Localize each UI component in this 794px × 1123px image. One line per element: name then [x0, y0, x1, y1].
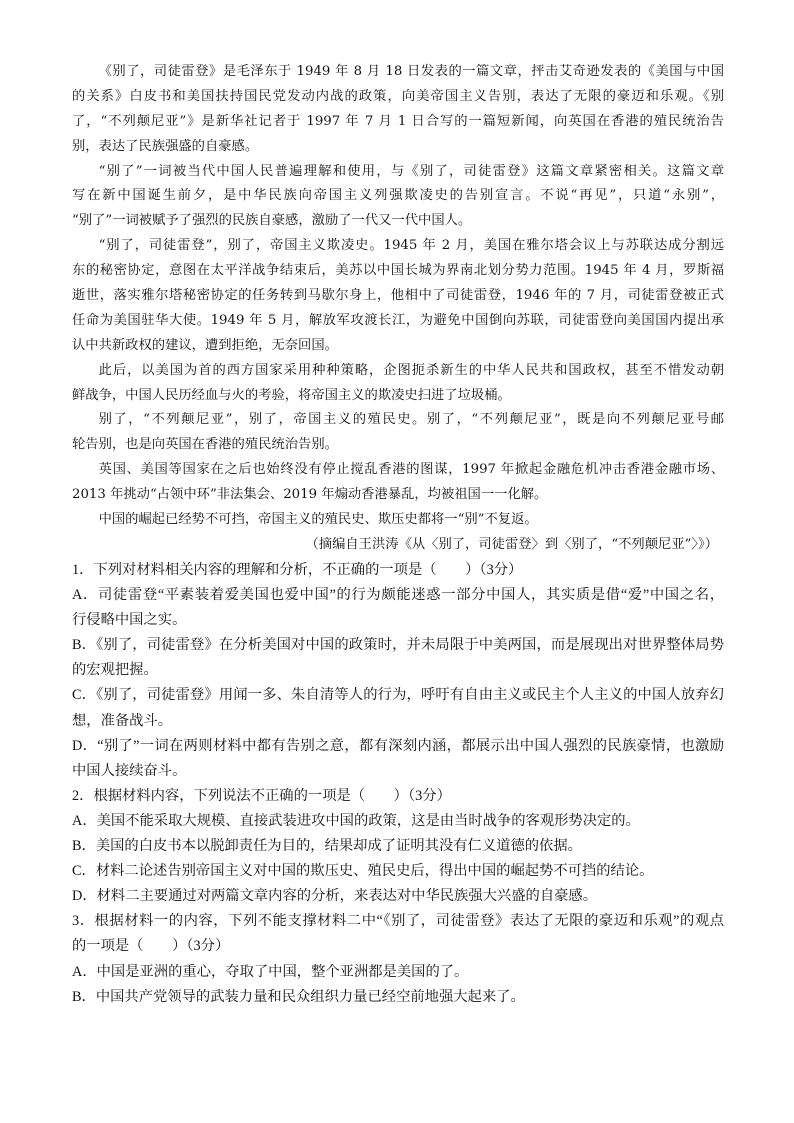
passage-line: 任命为美国驻华大使。1949 年 5 月，解放军攻渡长江，为避免中国倒向苏联，司徒雷登向美国国内提出承 — [72, 312, 724, 328]
source-citation: （摘编自王洪涛《从〈别了，司徒雷登〉到〈别了，“不列颠尼亚”〉》） — [305, 536, 718, 552]
passage-line: 此后，以美国为首的西方国家采用种种策略，企图扼杀新生的中华人民共和国政权，甚至不惜发动朝 — [98, 362, 724, 378]
passage-line: 东的秘密协定，意图在太平洋战争结束后，美苏以中国长城为界南北划分势力范围。1945 年 4 月，罗斯福 — [72, 263, 724, 279]
option-a-cont: 行侵略中国之实。 — [72, 612, 187, 629]
passage-line: “别了”一词被赋予了强烈的民族自豪感，激励了一代又一代中国人。 — [72, 213, 472, 229]
question-stem-cont: 的一项是（ ）（3分） — [72, 938, 230, 955]
option-d: D．“别了”一词在两则材料中都有告别之意，都有深刻内涵，都展示出中国人强烈的民族豪情，也激励 — [72, 737, 724, 754]
passage-line: 的关系》白皮书和美国扶持国民党发动内战的政策，向美帝国主义告别，表达了无限的豪迈和乐观。《别 — [72, 88, 724, 104]
reading-passage — [72, 60, 724, 558]
option-b: B．中国共产党领导的武装力量和民众组织力量已经空前地强大起来了。 — [72, 988, 525, 1005]
passage-line: 英国、美国等国家在之后也始终没有停止搅乱香港的图谋，1997 年掀起金融危机冲击香港金融市场、 — [98, 462, 724, 478]
paragraph-1 — [72, 60, 724, 160]
option-c: C．材料二论述告别帝国主义对中国的欺压史、殖民史后，得出中国的崛起势不可挡的结论。 — [72, 863, 654, 880]
question-stem: 3．根据材料一的内容，下列不能支撑材料二中“《别了，司徒雷登》表达了无限的豪迈和乐观”的观点 — [72, 913, 724, 930]
question-2 — [72, 784, 724, 909]
question-stem: 1．下列对材料相关内容的理解和分析，不正确的一项是（ ）（3分） — [72, 562, 523, 578]
paragraph-7 — [72, 508, 724, 533]
passage-line: 别了，“不列颠尼亚”，别了，帝国主义的殖民史。别了，“不列颠尼亚”，既是向不列颠尼亚号邮 — [98, 412, 724, 428]
passage-line: 中国的崛起已经势不可挡，帝国主义的殖民史、欺压史都将一“别”不复返。 — [98, 512, 538, 528]
passage-line: 逝世，落实雅尔塔秘密协定的任务转到马歇尔身上，他相中了司徒雷登，1946 年的 7 月，司徒雷登被正式 — [72, 288, 724, 304]
paragraph-3 — [72, 234, 724, 358]
passage-line: 《别了，司徒雷登》是毛泽东于 1949 年 8 月 18 日发表的一篇文章，抨击艾奇逊发表的《美国与中国 — [98, 64, 724, 79]
option-b-cont: 的宏观把握。 — [72, 662, 158, 679]
option-c: C．《别了，司徒雷登》用闻一多、朱自清等人的行为，呼吁有自由主义或民主个人主义的中国人放弃幻 — [72, 687, 724, 704]
option-c-cont: 想，准备战斗。 — [72, 712, 173, 729]
option-a: A．中国是亚洲的重心，夺取了中国，整个亚洲都是美国的了。 — [72, 963, 469, 980]
paragraph-6 — [72, 458, 724, 508]
passage-line: 了，“不列颠尼亚”》是新华社记者于 1997 年 7 月 1 日合写的一篇短新闻，向英国在香港的殖民统治告 — [72, 113, 724, 129]
paragraph-2 — [72, 160, 724, 235]
option-a: A．美国不能采取大规模、直接武装进攻中国的政策，这是由当时战争的客观形势决定的。 — [72, 812, 640, 829]
paragraph-5 — [72, 408, 724, 458]
passage-line: 2013 年挑动“占领中环”非法集会、2019 年煽动香港暴乱，均被祖国一一化解。 — [72, 487, 548, 503]
passage-line: 轮告别，也是向英国在香港的殖民统治告别。 — [72, 437, 338, 453]
option-a: A．司徒雷登“平素装着爱美国也爱中国”的行为颇能迷惑一部分中国人，其实质是借“爱”中国之名， — [72, 587, 724, 604]
question-stem: 2．根据材料内容，下列说法不正确的一项是（ ）（3分） — [72, 787, 451, 804]
option-d-cont: 中国人接续奋斗。 — [72, 762, 187, 779]
option-b: B．《别了，司徒雷登》在分析美国对中国的政策时，并未局限于中美两国，而是展现出对世界整体局势 — [72, 637, 724, 654]
passage-line: 写在新中国诞生前夕，是中华民族向帝国主义列强欺凌史的告别宣言。不说“再见”，只道“永别”， — [72, 188, 724, 204]
option-b: B．美国的白皮书本以脱卸责任为目的，结果却成了证明其没有仁义道德的依据。 — [72, 838, 582, 855]
passage-line: “别了，司徒雷登”，别了，帝国主义欺凌史。1945 年 2 月，美国在雅尔塔会议上与苏联达成分割远 — [98, 238, 724, 254]
question-list — [72, 558, 724, 1010]
paragraph-4 — [72, 359, 724, 409]
passage-line: 鲜战争，中国人民历经血与火的考验，将帝国主义的欺凌史扫进了垃圾桶。 — [72, 387, 511, 403]
question-3 — [72, 909, 724, 1009]
passage-line: 认中共新政权的建议，遭到拒绝，无奈回国。 — [72, 337, 338, 353]
question-1 — [72, 558, 724, 784]
passage-line: 别，表达了民族强盛的自豪感。 — [72, 138, 259, 154]
passage-line: “别了”一词被当代中国人民普遍理解和使用，与《别了，司徒雷登》这篇文章紧密相关。这篇文章 — [98, 163, 724, 179]
option-d: D．材料二主要通过对两篇文章内容的分析，来表达对中华民族强大兴盛的自豪感。 — [72, 888, 598, 905]
